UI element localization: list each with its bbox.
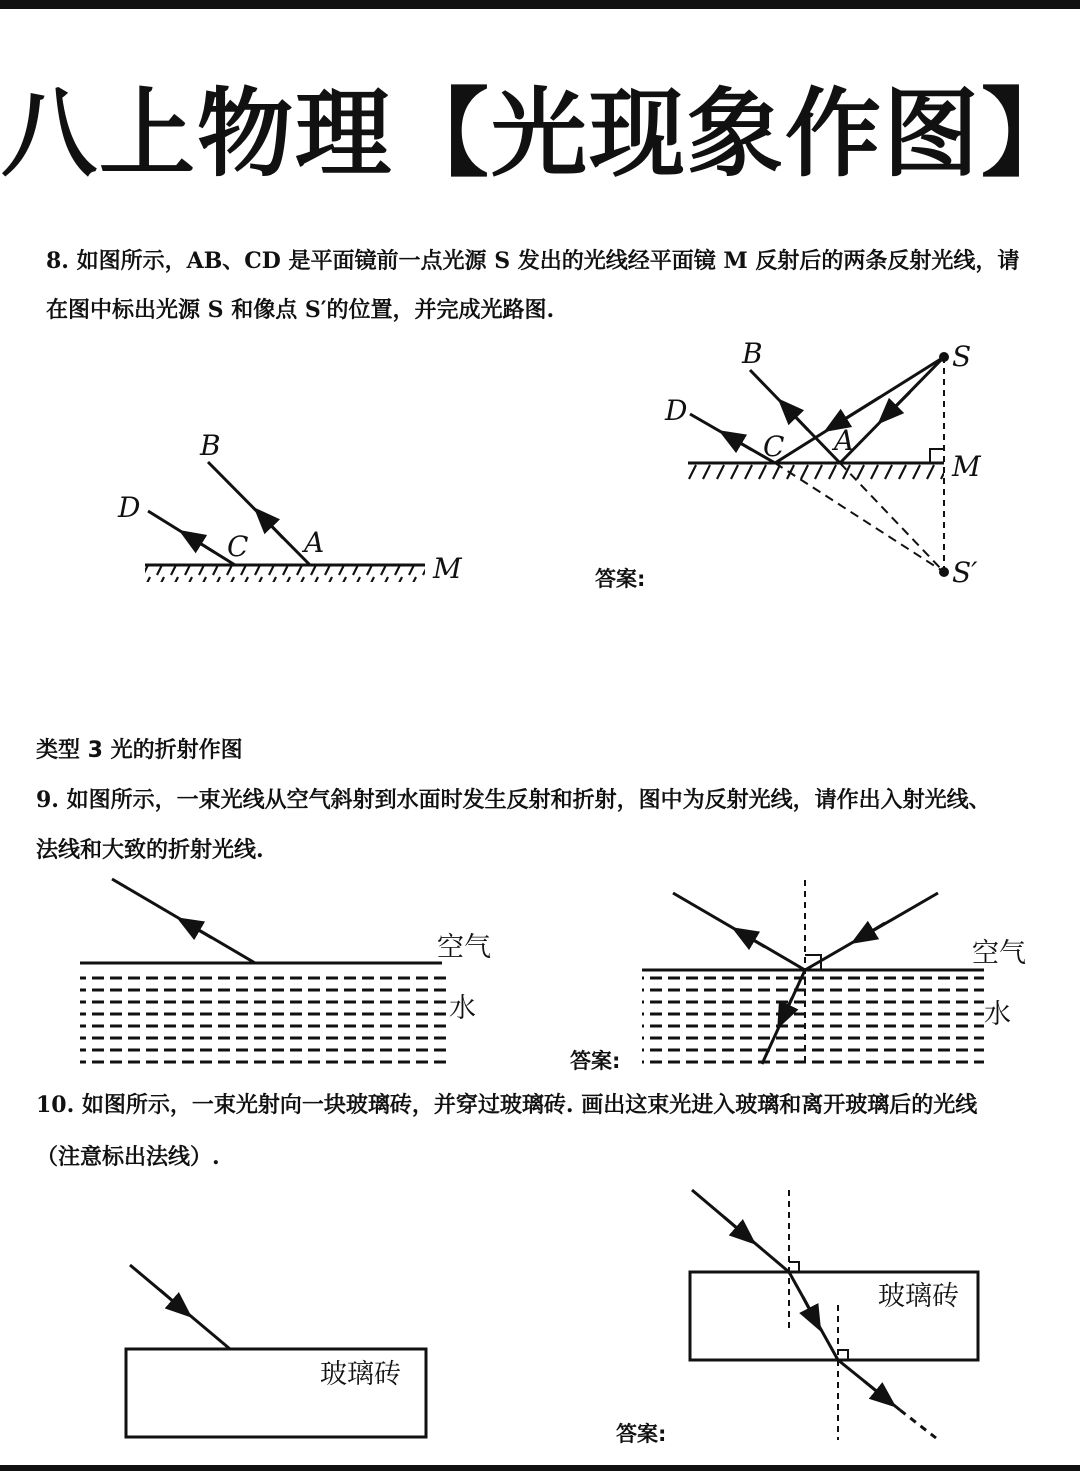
q9-reflected-ray	[112, 879, 255, 963]
q8a-label-b: B	[742, 337, 763, 370]
q10-text-line2: （注意标出法线）.	[36, 1144, 220, 1170]
q8a-label-m: M	[952, 450, 981, 483]
q9-answer-label: 答案:	[570, 1049, 621, 1073]
q8-question-figure	[117, 429, 463, 585]
q8a-point-s	[939, 352, 949, 362]
q9-question-figure	[80, 879, 491, 1064]
q10a-incident-ray-arrow	[724, 1217, 746, 1236]
q9a-label-air: 空气	[972, 938, 1026, 969]
q8a-mirror-hatch	[688, 464, 944, 480]
q10a-refracted-ray-inside-arrow	[803, 1297, 815, 1320]
q8-label-m: M	[433, 552, 462, 585]
q8-ray-ab	[208, 462, 310, 565]
q9a-incident-ray-arrow	[862, 923, 885, 937]
q9-label-water: 水	[449, 993, 476, 1024]
q8a-point-sprime	[939, 567, 949, 577]
q8-ray-ab-arrow	[263, 517, 283, 538]
q9a-water-dashes	[642, 976, 984, 1066]
q10-answer-figure	[690, 1190, 978, 1440]
q8-label-d: D	[118, 491, 141, 524]
q10-incident-ray-arrow	[160, 1290, 182, 1309]
q8-ray-cd-arrow	[190, 537, 214, 552]
q8-text-line1: 8. 如图所示，AB、CD 是平面镜前一点光源 S 发出的光线经平面镜 M 反射后的两条反射光线，请	[46, 248, 1020, 274]
q8a-label-a: A	[834, 424, 855, 457]
q8-answer-label: 答案:	[595, 567, 646, 591]
q9-answer-figure	[642, 880, 1026, 1066]
q9-label-air: 空气	[437, 932, 491, 963]
q8a-right-angle-mark	[930, 449, 944, 463]
q9-text-line2: 法线和大致的折射光线.	[36, 837, 264, 863]
q8-answer-figure	[664, 337, 982, 589]
q9-water-dashes	[80, 968, 450, 1064]
q9a-label-water: 水	[984, 999, 1011, 1030]
q10-label-glass: 玻璃砖	[320, 1359, 401, 1390]
q8a-label-s: S	[952, 340, 972, 373]
q8-label-a: A	[304, 526, 325, 559]
q8-mirror-hatch	[145, 566, 425, 582]
q8-text-line2: 在图中标出光源 S 和像点 S′的位置，并完成光路图.	[46, 297, 555, 323]
q8a-label-sprime: S′	[952, 556, 978, 589]
q8-label-b: B	[200, 429, 221, 462]
q10-question-figure	[126, 1265, 426, 1437]
section-type3-heading: 类型 3 光的折射作图	[36, 738, 243, 763]
q8-label-c: C	[227, 530, 249, 563]
q9-reflected-ray-arrow	[188, 924, 212, 938]
q8a-ray-sa-arrow	[887, 392, 910, 415]
q10-answer-label: 答案:	[616, 1422, 667, 1446]
q8a-label-d: D	[665, 394, 688, 427]
q10-text-line1: 10. 如图所示，一束光射向一块玻璃砖，并穿过玻璃砖. 画出这束光进入玻璃和离开玻璃后的光线	[36, 1092, 978, 1118]
page-title: 八上物理【光现象作图】	[1, 78, 1079, 190]
q10a-emergent-ray-arrow	[864, 1381, 886, 1399]
q8a-ray-sc-arrow	[835, 397, 880, 425]
q8a-ray-ab-arrow	[787, 408, 808, 430]
q10a-label-glass: 玻璃砖	[878, 1281, 959, 1312]
q9a-reflected-ray	[673, 893, 805, 970]
bottom-border	[0, 1465, 1080, 1471]
q8a-label-c: C	[763, 430, 785, 463]
q9-text-line1: 9. 如图所示，一束光线从空气斜射到水面时发生反射和折射，图中为反射光线，请作出入射光线、	[36, 787, 991, 813]
q8a-ray-cd-arrow	[730, 437, 752, 450]
q10a-emergent-ray-dashed	[900, 1410, 936, 1438]
q9a-reflected-ray-arrow	[743, 934, 765, 947]
